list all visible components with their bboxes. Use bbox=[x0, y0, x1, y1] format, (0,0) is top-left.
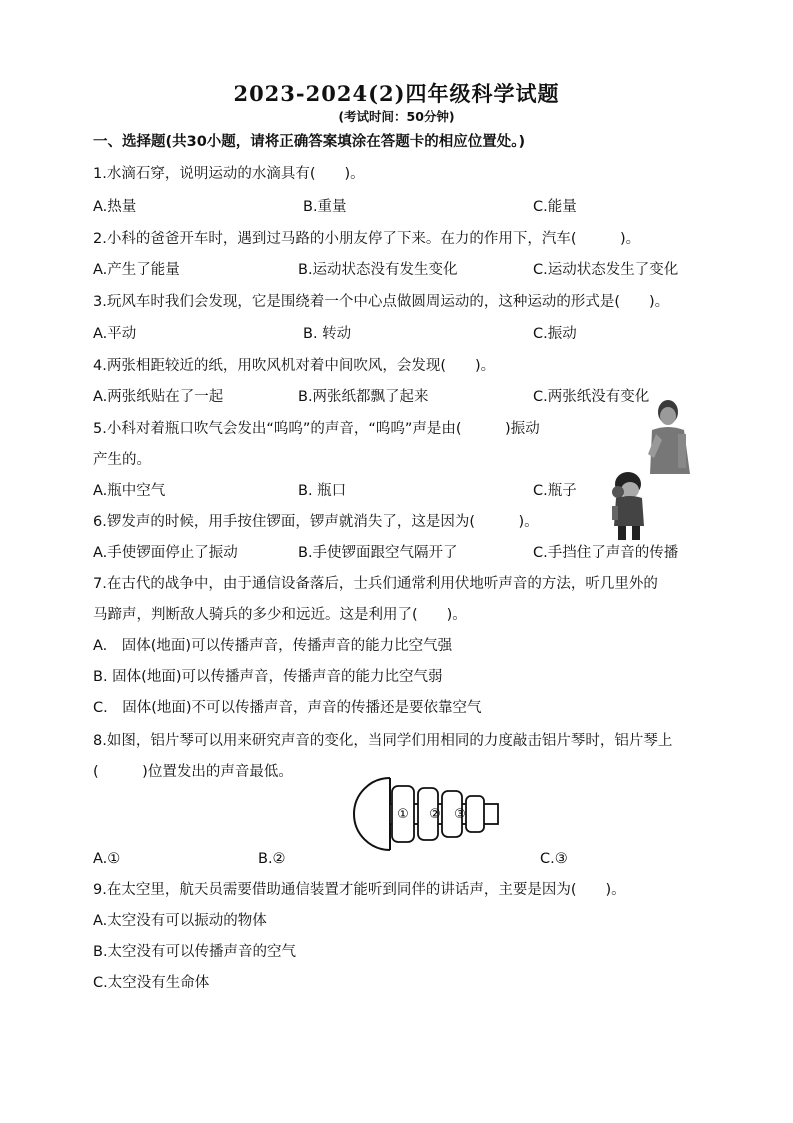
question-5-stem-line-2: 产生的。 bbox=[93, 452, 151, 468]
question-8-stem-line-1: 8.如图，铝片琴可以用来研究声音的变化，当同学们用相同的力度敲击铝片琴时，铝片琴上 bbox=[93, 733, 673, 749]
question-9-option-a: A.太空没有可以振动的物体 bbox=[93, 913, 267, 929]
question-6-option-b: B.手使锣面跟空气隔开了 bbox=[298, 545, 458, 561]
question-9-stem: 9.在太空里，航天员需要借助通信装置才能听到同伴的讲话声，主要是因为( )。 bbox=[93, 882, 626, 898]
question-5-option-a: A.瓶中空气 bbox=[93, 483, 166, 499]
question-7-option-c: C. 固体(地面)不可以传播声音，声音的传播还是要依靠空气 bbox=[93, 700, 482, 716]
question-7-option-b: B. 固体(地面)可以传播声音，传播声音的能力比空气弱 bbox=[93, 669, 443, 685]
exam-title: 2023-2024(2)四年级科学试题 bbox=[233, 81, 560, 106]
adult-figure-icon bbox=[648, 400, 690, 474]
question-4-option-b: B.两张纸都飘了起来 bbox=[298, 389, 429, 405]
question-9-option-b: B.太空没有可以传播声音的空气 bbox=[93, 944, 297, 960]
question-3-option-c: C.振动 bbox=[533, 326, 577, 342]
child-figure-icon bbox=[612, 472, 644, 540]
question-2-option-c: C.运动状态发生了变化 bbox=[533, 262, 679, 278]
question-6-option-c: C.手挡住了声音的传播 bbox=[533, 545, 679, 561]
question-3-stem: 3.玩风车时我们会发现，它是围绕着一个中心点做圆周运动的，这种运动的形式是( )。 bbox=[93, 294, 670, 310]
section-heading: 一、选择题(共30小题，请将正确答案填涂在答题卡的相应位置处。) bbox=[93, 134, 526, 150]
xylophone-label-1: ① bbox=[397, 807, 409, 822]
question-4-option-a: A.两张纸贴在了一起 bbox=[93, 389, 224, 405]
question-5-option-b: B. 瓶口 bbox=[298, 483, 347, 499]
question-2-option-a: A.产生了能量 bbox=[93, 262, 180, 278]
bar-4 bbox=[466, 796, 484, 832]
question-5-option-c: C.瓶子 bbox=[533, 483, 577, 499]
question-8-option-b: B.② bbox=[258, 851, 286, 867]
question-5-stem-line-1: 5.小科对着瓶口吹气会发出“呜呜”的声音，“呜呜”声是由( )振动 bbox=[93, 421, 540, 437]
question-1-option-a: A.热量 bbox=[93, 199, 137, 215]
xylophone-label-3: ③ bbox=[454, 807, 466, 822]
question-7-stem-line-1: 7.在古代的战争中，由于通信设备落后，士兵们通常利用伏地听声音的方法，听几里外的 bbox=[93, 576, 658, 592]
question-3-option-b: B. 转动 bbox=[303, 326, 352, 342]
question-4-stem: 4.两张相距较近的纸，用吹风机对着中间吹风，会发现( )。 bbox=[93, 358, 496, 374]
children-illustration bbox=[608, 398, 700, 542]
question-7-option-a: A. 固体(地面)可以传播声音，传播声音的能力比空气强 bbox=[93, 638, 453, 654]
question-1-stem: 1.水滴石穿，说明运动的水滴具有( )。 bbox=[93, 166, 365, 182]
question-2-option-b: B.运动状态没有发生变化 bbox=[298, 262, 458, 278]
xylophone-label-2: ② bbox=[429, 807, 441, 822]
question-8-option-a: A.① bbox=[93, 851, 121, 867]
question-2-stem: 2.小科的爸爸开车时，遇到过马路的小朋友停了下来。在力的作用下，汽车( )。 bbox=[93, 231, 641, 247]
question-7-stem-line-2: 马蹄声，判断敌人骑兵的多少和远近。这是利用了( )。 bbox=[93, 607, 467, 623]
question-1-option-b: B.重量 bbox=[303, 199, 347, 215]
question-9-option-c: C.太空没有生命体 bbox=[93, 975, 210, 991]
xylophone-diagram bbox=[352, 774, 502, 854]
question-8-stem-line-2: ( )位置发出的声音最低。 bbox=[93, 764, 293, 780]
question-6-stem: 6.锣发声的时候，用手按住锣面，锣声就消失了，这是因为( )。 bbox=[93, 514, 539, 530]
question-3-option-a: A.平动 bbox=[93, 326, 137, 342]
question-4-option-c: C.两张纸没有变化 bbox=[533, 389, 650, 405]
question-1-option-c: C.能量 bbox=[533, 199, 577, 215]
question-6-option-a: A.手使锣面停止了振动 bbox=[93, 545, 238, 561]
exam-duration: (考试时间：50分钟) bbox=[338, 109, 455, 124]
question-8-option-c: C.③ bbox=[540, 851, 568, 867]
